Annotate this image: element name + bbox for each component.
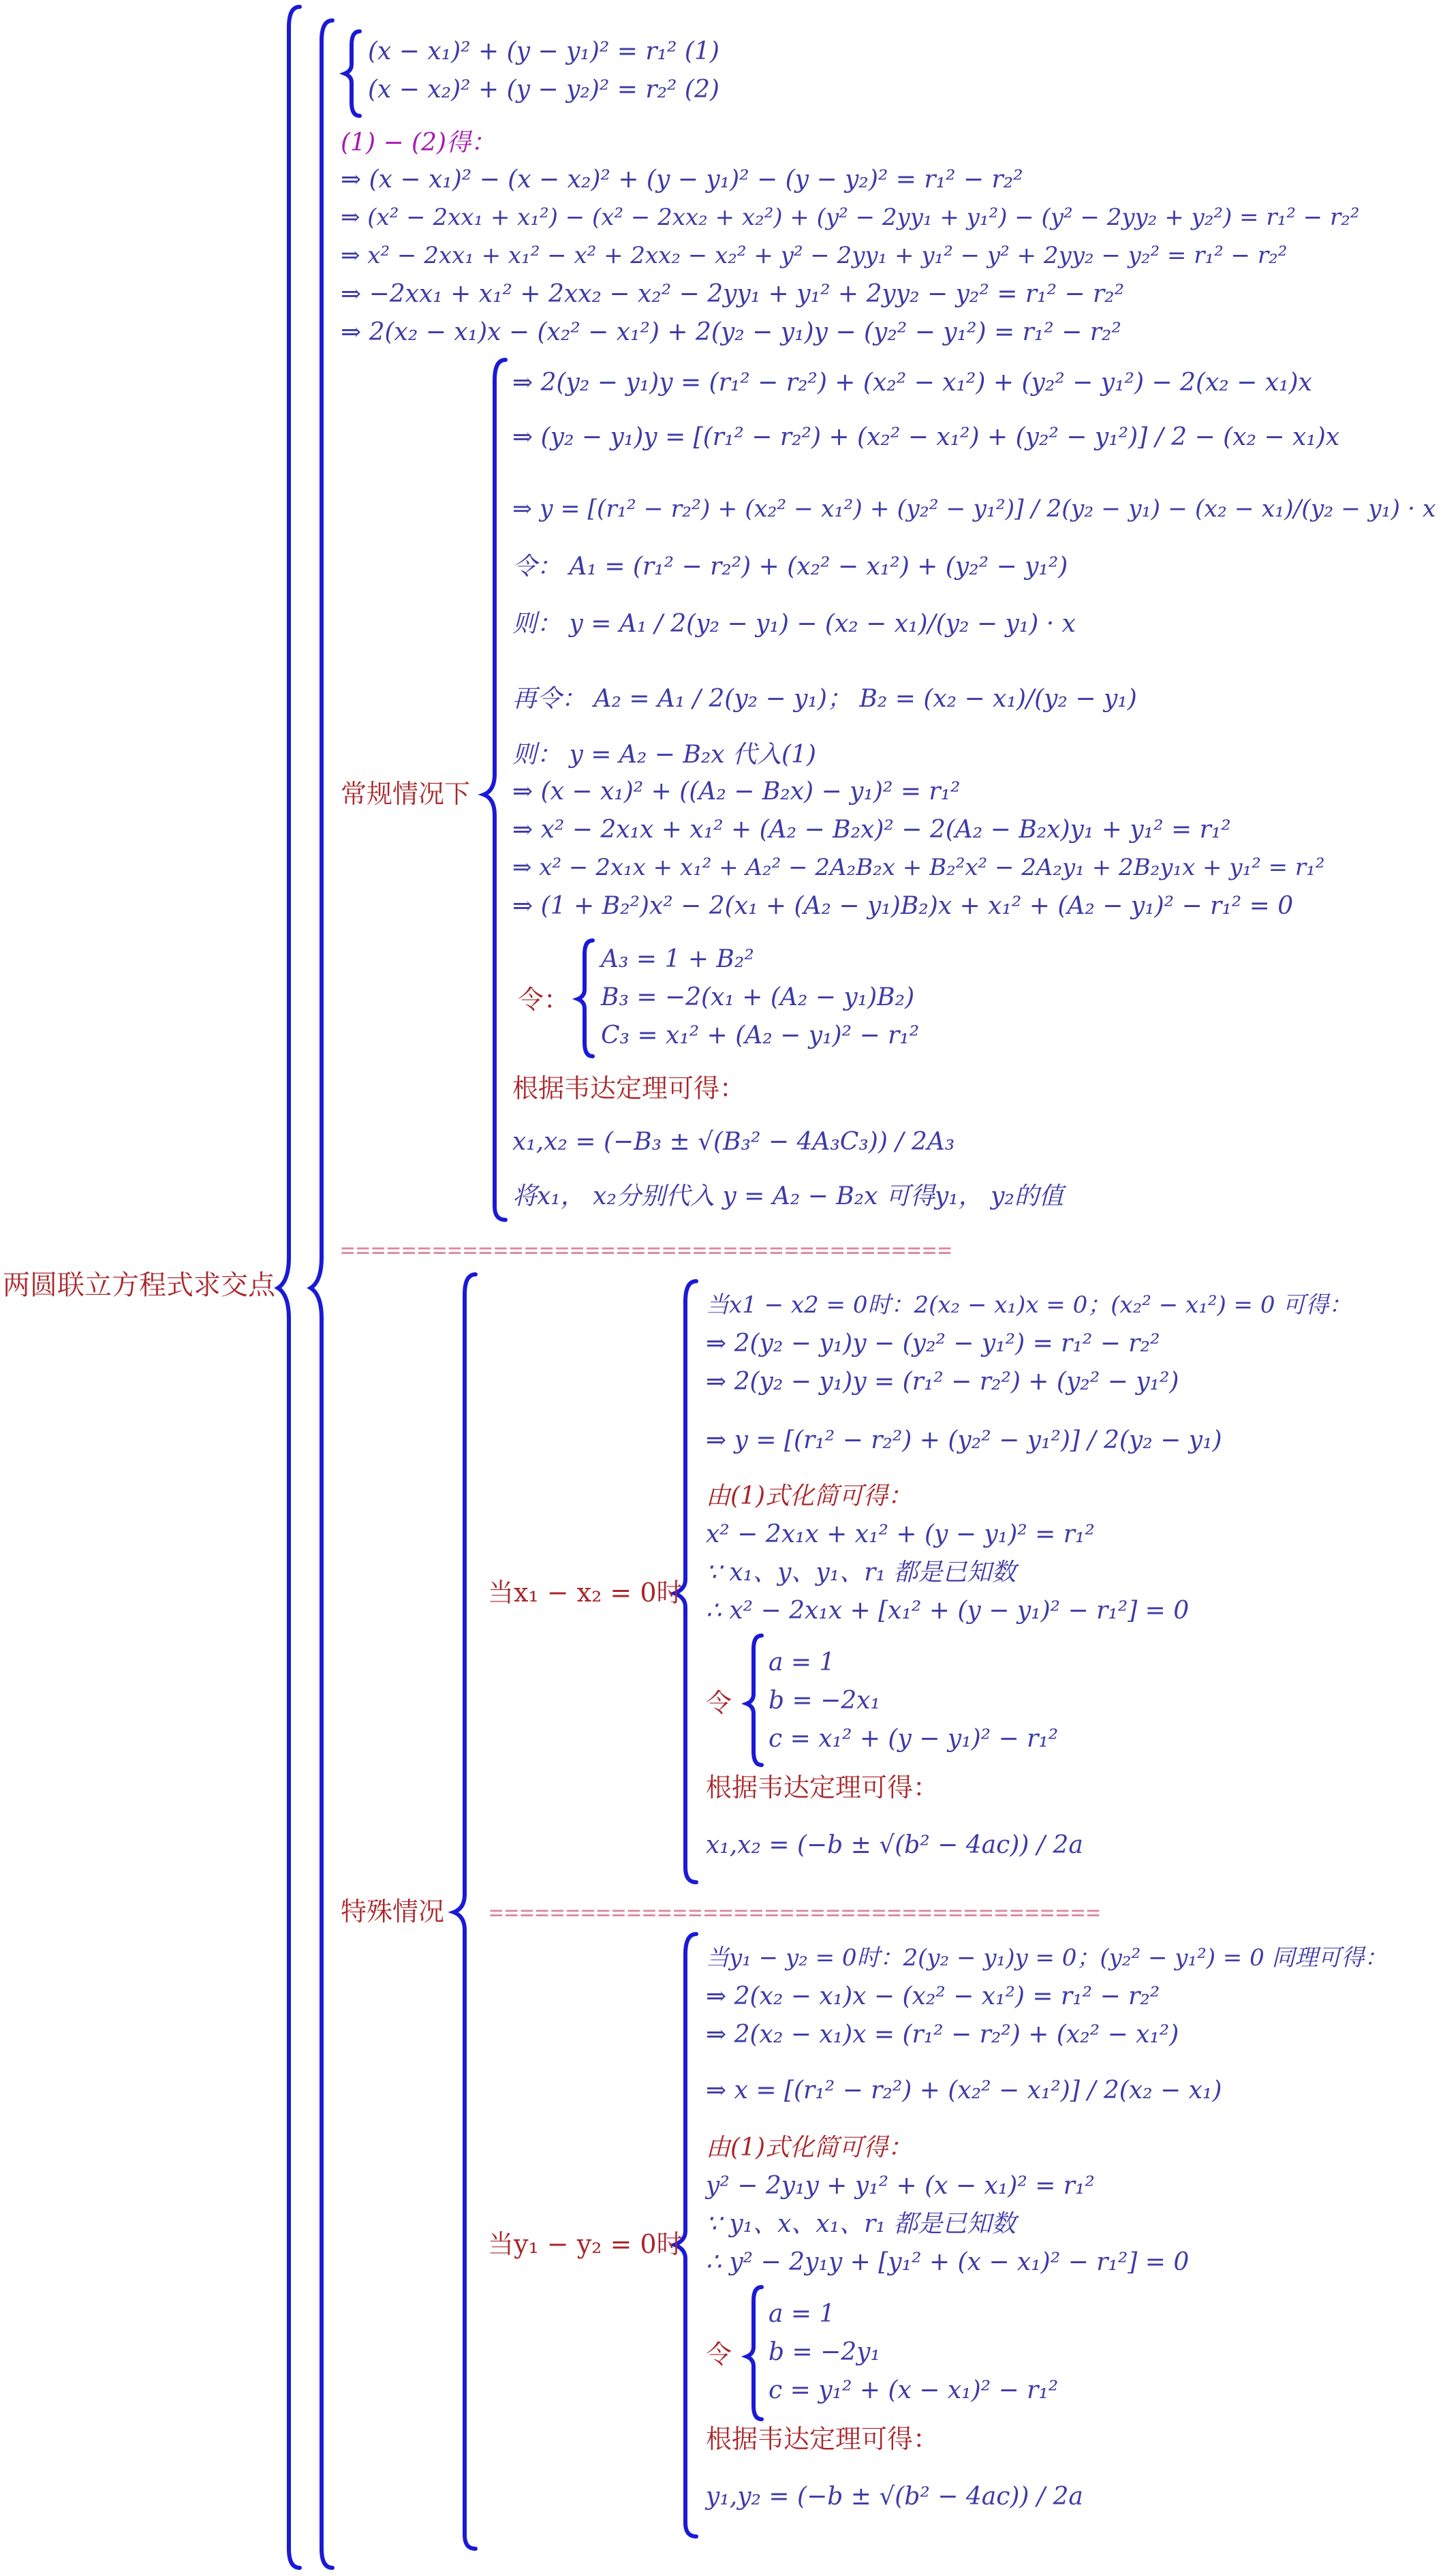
vieta-label-case1: 根据韦达定理可得： (706, 1773, 940, 1803)
case2-line: ∴ y² − 2y₁y + [y₁² + (x − x₁)² − r₁²] = 0 (706, 2248, 1190, 2276)
special-brace (454, 1274, 476, 2549)
case1-line: ⇒ 2(y₂ − y₁)y − (y₂² − y₁²) = r₁² − r₂² (706, 1330, 1160, 1358)
general-line: ⇒ (x − x₁)² + ((A₂ − B₂x) − y₁)² = r₁² (512, 778, 961, 806)
case1-label: 当x₁ − x₂ = 0时 (488, 1578, 683, 1608)
let-line: a = 1 (769, 1649, 835, 1676)
derivation-line: (1) − (2)得： (341, 129, 496, 157)
general-line: ⇒ x² − 2x₁x + x₁² + (A₂ − B₂x)² − 2(A₂ − B₂x)y₁ + y₁² = r₁² (512, 816, 1231, 844)
let-line: b = −2x₁ (769, 1687, 880, 1715)
general-line: ⇒ 2(y₂ − y₁)y = (r₁² − r₂²) + (x₂² − x₁²) + (y₂² − y₁²) − 2(x₂ − x₁)x (512, 369, 1312, 397)
case2-line: ⇒ x = [(r₁² − r₂²) + (x₂² − x₁²)] / 2(x₂ − x₁) (706, 2076, 1222, 2104)
let-brace-1 (578, 940, 593, 1056)
roots-line: x₁,x₂ = (−B₃ ± √(B₃² − 4A₃C₃)) / 2A₃ (512, 1128, 955, 1156)
general-line: ⇒ (y₂ − y₁)y = [(r₁² − r₂²) + (x₂² − x₁²) + (y₂² − y₁²)] / 2 − (x₂ − x₁)x (512, 423, 1340, 451)
equation-2: (x − x₂)² + (y − y₂)² = r₂² (2) (368, 76, 719, 104)
let-line: A₃ = 1 + B₂² (601, 945, 754, 973)
case1-line: ∵ x₁、y、y₁、r₁ 都是已知数 (706, 1559, 1017, 1586)
case1-line: 由(1)式化简可得： (706, 1482, 912, 1510)
final-line: 将x₁， x₂分别代入 y = A₂ − B₂x 可得y₁， y₂的值 (512, 1182, 1064, 1210)
roots-case1: x₁,x₂ = (−b ± √(b² − 4ac)) / 2a (706, 1831, 1083, 1859)
derivation-line: ⇒ −2xx₁ + x₁² + 2xx₂ − x₂² − 2yy₁ + y₁² + 2yy₂ − y₂² = r₁² − r₂² (341, 280, 1125, 308)
case2-line: 由(1)式化简可得： (706, 2134, 912, 2162)
general-brace (484, 360, 506, 1220)
general-line: 令： A₁ = (r₁² − r₂²) + (x₂² − x₁²) + (y₂² − y₁²) (512, 553, 1068, 581)
let-line: a = 1 (769, 2300, 835, 2328)
case2-line: ⇒ 2(x₂ − x₁)x − (x₂² − x₁²) = r₁² − r₂² (706, 1982, 1160, 2010)
case1-line: ⇒ y = [(r₁² − r₂²) + (y₂² − y₁²)] / 2(y₂ − y₁) (706, 1426, 1222, 1454)
vieta-label: 根据韦达定理可得： (512, 1073, 746, 1103)
general-line: 则： y = A₁ / 2(y₂ − y₁) − (x₂ − x₁)/(y₂ − y₁) · x (512, 610, 1076, 638)
let-line: C₃ = x₁² + (A₂ − y₁)² − r₁² (601, 1022, 920, 1049)
case1-line: 当x1 − x2 = 0时：2(x₂ − x₁)x = 0；(x₂² − x₁²) = 0 可得： (706, 1291, 1352, 1319)
case2-line: y² − 2y₁y + y₁² + (x − x₁)² = r₁² (706, 2172, 1095, 2200)
separator: ======================================== (489, 1899, 1102, 1927)
root-title: 两圆联立方程式求交点 (3, 1270, 275, 1301)
case1-line: ⇒ 2(y₂ − y₁)y = (r₁² − r₂²) + (y₂² − y₁²) (706, 1368, 1179, 1396)
derivation-line: ⇒ (x² − 2xx₁ + x₁²) − (x² − 2xx₂ + x₂²) + (y² − 2yy₁ + y₁²) − (y² − 2yy₂ + y₂²) = r₁² − r₂² (341, 204, 1360, 231)
case2-line: ∵ y₁、x、x₁、r₁ 都是已知数 (706, 2210, 1017, 2238)
main-brace (278, 7, 300, 2568)
let-line: b = −2y₁ (769, 2338, 880, 2366)
inner-brace (311, 20, 332, 2568)
roots-case2: y₁,y₂ = (−b ± √(b² − 4ac)) / 2a (706, 2483, 1083, 2511)
let-brace-2 (747, 1636, 762, 1765)
let-line: c = x₁² + (y − y₁)² − r₁² (769, 1725, 1059, 1753)
general-case-label: 常规情况下 (341, 779, 471, 809)
case2-line: ⇒ 2(x₂ − x₁)x = (r₁² − r₂²) + (x₂² − x₁²) (706, 2021, 1179, 2049)
case1-line: ∴ x² − 2x₁x + [x₁² + (y − y₁)² − r₁²] = 0 (706, 1597, 1190, 1625)
case2-label: 当y₁ − y₂ = 0时 (488, 2229, 683, 2259)
let-line: c = y₁² + (x − x₁)² − r₁² (769, 2376, 1059, 2404)
general-line: 再令： A₂ = A₁ / 2(y₂ − y₁)； B₂ = (x₂ − x₁)/(y₂ − y₁) (512, 685, 1137, 713)
special-case-label: 特殊情况 (341, 1897, 445, 1927)
vieta-label-case2: 根据韦达定理可得： (706, 2424, 940, 2454)
general-line: 则： y = A₂ − B₂x 代入(1) (512, 741, 816, 769)
derivation-line: ⇒ 2(x₂ − x₁)x − (x₂² − x₁²) + 2(y₂ − y₁)y − (y₂² − y₁²) = r₁² − r₂² (341, 318, 1121, 346)
general-line: ⇒ x² − 2x₁x + x₁² + A₂² − 2A₂B₂x + B₂²x² − 2A₂y₁ + 2B₂y₁x + y₁² = r₁² (512, 854, 1325, 881)
let-label-general: 令： (518, 985, 570, 1015)
general-line: ⇒ (1 + B₂²)x² − 2(x₁ + (A₂ − y₁)B₂)x + x₁² + (A₂ − y₁)² − r₁² = 0 (512, 892, 1294, 920)
case2-line: 当y₁ − y₂ = 0时：2(y₂ − y₁)y = 0；(y₂² − y₁²) = 0 同理可得： (706, 1944, 1388, 1972)
let-line: B₃ = −2(x₁ + (A₂ − y₁)B₂) (601, 983, 915, 1011)
system-brace (345, 31, 360, 116)
let-label-case2: 令 (706, 2340, 732, 2370)
derivation-line: ⇒ x² − 2xx₁ + x₁² − x² + 2xx₂ − x₂² + y² − 2yy₁ + y₁² − y² + 2yy₂ − y₂² = r₁² − r₂² (341, 242, 1288, 269)
let-brace-3 (747, 2287, 762, 2419)
general-line: ⇒ y = [(r₁² − r₂²) + (x₂² − x₁²) + (y₂² − y₁²)] / 2(y₂ − y₁) − (x₂ − x₁)/(y₂ − y₁) · x (512, 495, 1436, 523)
equation-1: (x − x₁)² + (y − y₁)² = r₁² (1) (368, 37, 719, 65)
case1-line: x² − 2x₁x + x₁² + (y − y₁)² = r₁² (706, 1520, 1095, 1548)
separator: ======================================== (341, 1237, 953, 1264)
let-label-case1: 令 (706, 1688, 732, 1718)
derivation-line: ⇒ (x − x₁)² − (x − x₂)² + (y − y₁)² − (y − y₂)² = r₁² − r₂² (341, 166, 1023, 194)
